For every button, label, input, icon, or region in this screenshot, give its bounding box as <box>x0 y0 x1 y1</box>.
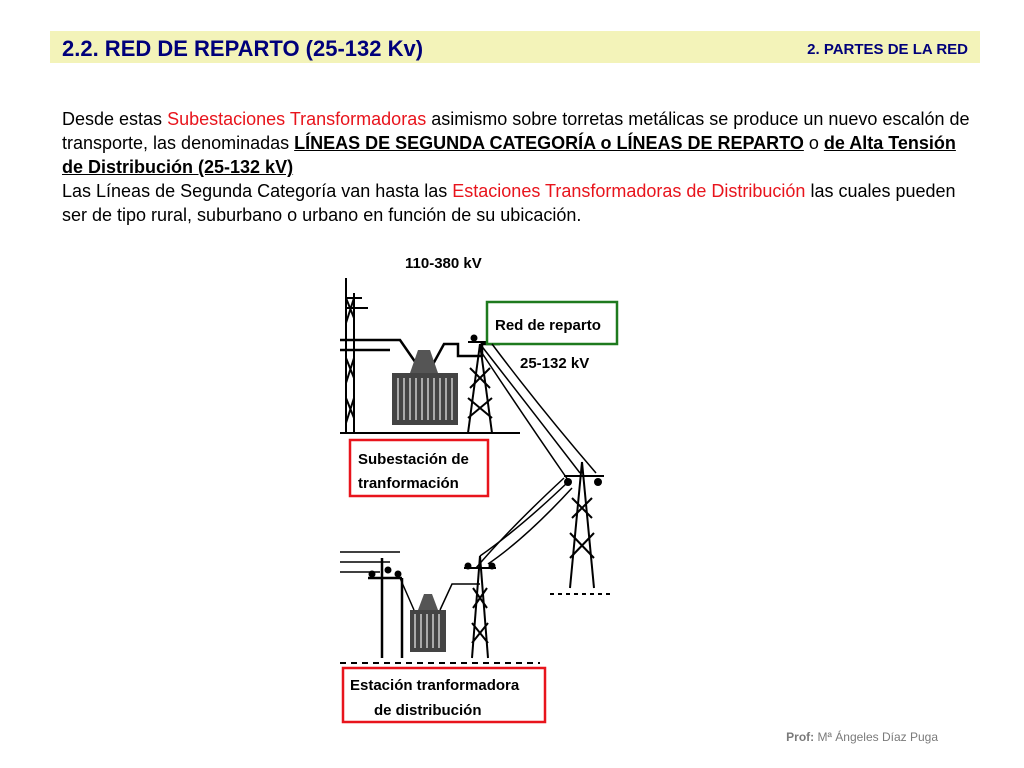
insulator-icon <box>385 567 392 574</box>
network-diagram <box>340 238 640 728</box>
transformer-icon <box>392 350 458 425</box>
insulator-icon <box>489 563 496 570</box>
insulator-icon <box>471 335 478 342</box>
label-red-reparto: Red de reparto <box>495 317 601 334</box>
term-alta-tension-distribucion: de Alta Tensión de Distribución (25-132 kV) <box>62 133 956 177</box>
label-high-voltage: 110-380 kV <box>405 255 482 272</box>
distribution-tower-icon <box>464 556 496 658</box>
insulator-icon <box>465 563 472 570</box>
label-estacion-line2: de distribución <box>374 702 482 719</box>
transmission-lines <box>476 478 572 568</box>
small-transformer-icon <box>410 594 446 652</box>
footer-author: Mª Ángeles Díaz Puga <box>814 730 938 744</box>
label-subestacion-line1: Subestación de <box>358 451 469 468</box>
hv-tower-icon <box>346 278 368 433</box>
insulator-icon <box>395 571 402 578</box>
footer-prefix: Prof: <box>786 730 815 744</box>
text-segment: asimismo sobre torretas metálicas se produce un nuevo escalón de transporte, las denominadas <box>62 109 970 153</box>
insulator-icon <box>369 571 376 578</box>
label-estacion-line1: Estación tranformadora <box>350 677 520 694</box>
label-voltage-range: 25-132 kV <box>520 355 590 372</box>
section-label: 2. PARTES DE LA RED <box>807 41 968 58</box>
slide-title: 2.2. RED DE REPARTO (25-132 Kv) <box>62 36 424 61</box>
paragraph-2 <box>62 179 972 227</box>
body-text <box>62 107 972 227</box>
term-lineas-segunda-categoria: LÍNEAS DE SEGUNDA CATEGORÍA o LÍNEAS DE REPARTO <box>294 133 804 153</box>
insulator-icon <box>594 478 602 486</box>
highlight-estaciones: Estaciones Transformadoras de Distribución <box>452 181 806 201</box>
highlight-subestaciones: Subestaciones Transformadoras <box>167 109 427 129</box>
paragraph-1 <box>62 107 972 179</box>
text-segment: Desde estas <box>62 109 168 129</box>
label-subestacion-line2: tranformación <box>358 475 459 492</box>
footer-credit <box>786 730 938 744</box>
text-segment: o <box>803 133 824 153</box>
text-segment: las cuales pueden ser de tipo rural, suburbano o urbano en función de su ubicación. <box>62 181 956 225</box>
text-segment: Las Líneas de Segunda Categoría van hasta las <box>62 181 453 201</box>
